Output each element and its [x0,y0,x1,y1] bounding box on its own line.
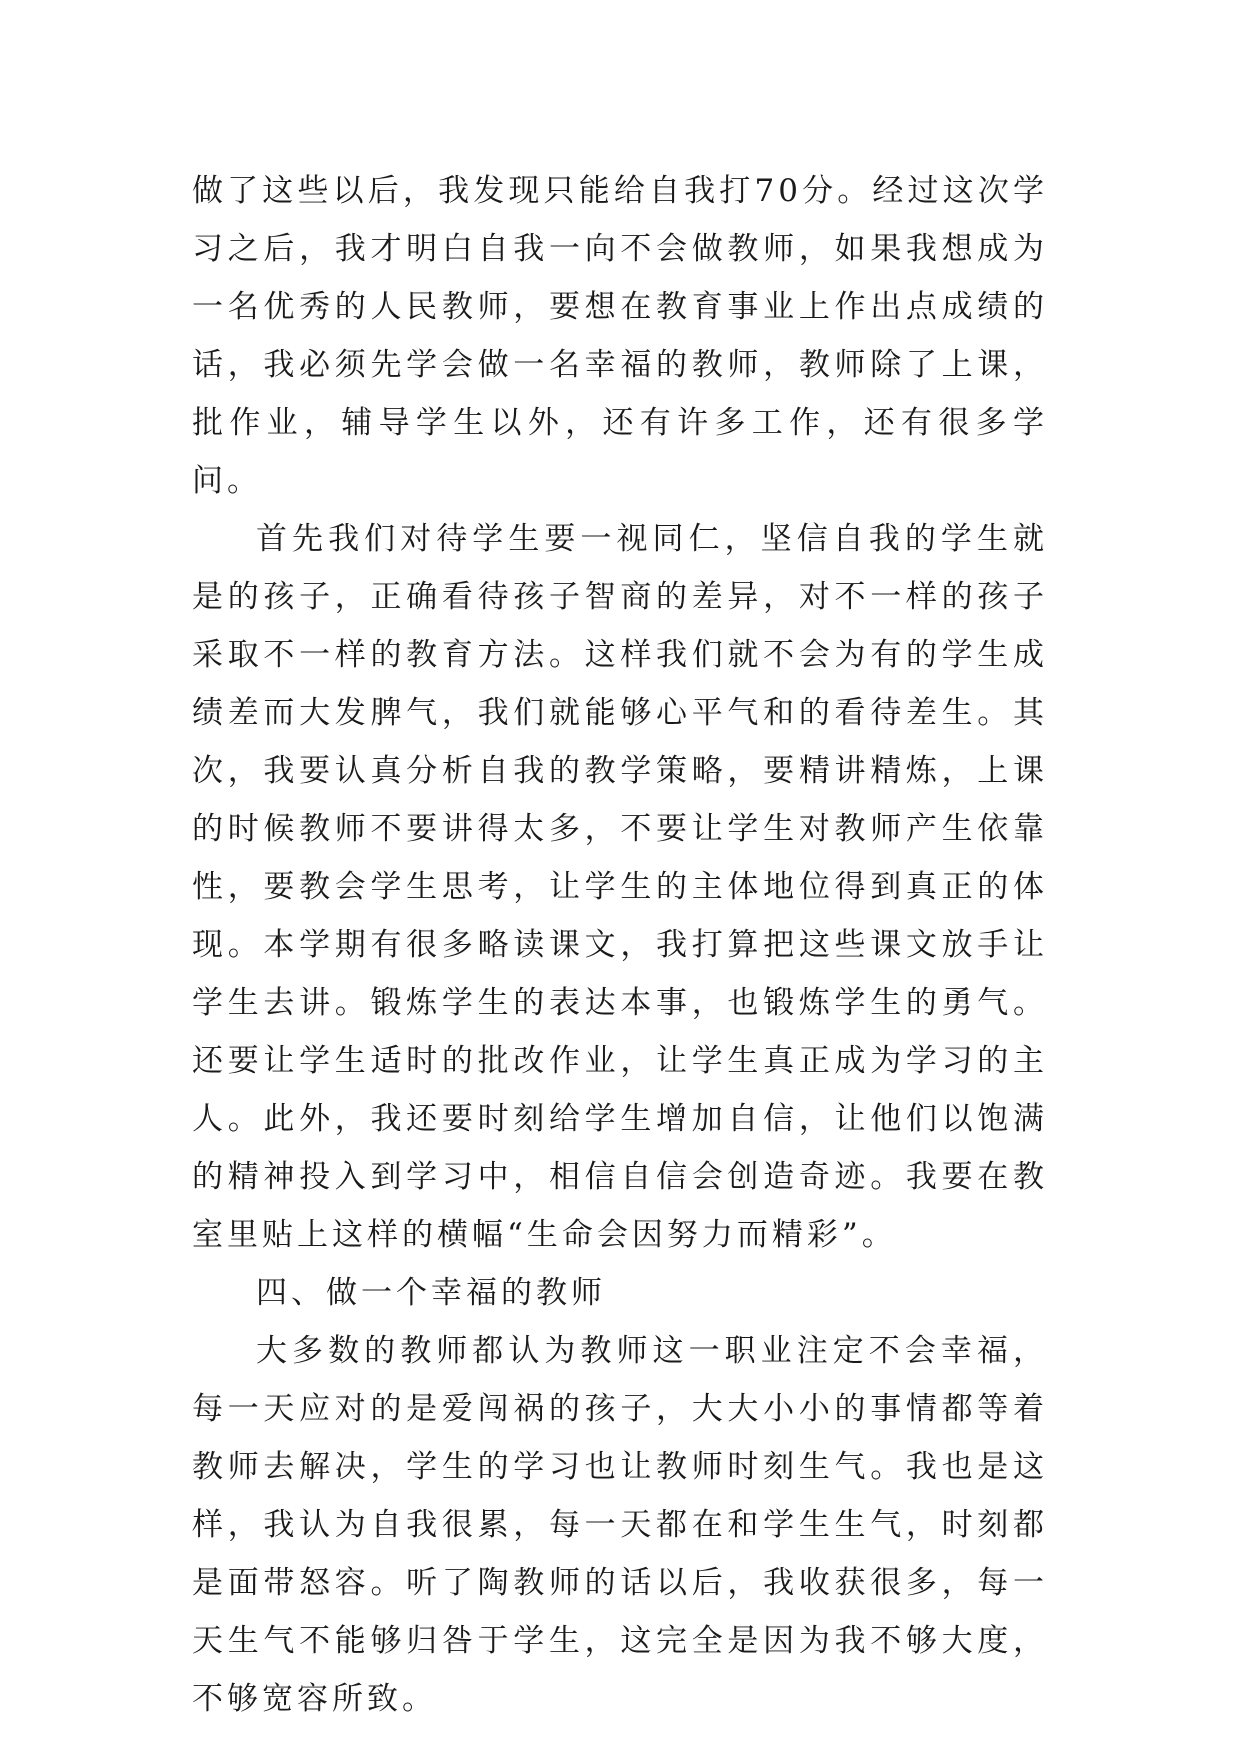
section-heading: 四、做一个幸福的教师 [256,1275,606,1311]
document-body [192,162,1048,1728]
paragraph-happy-teacher: 大多数的教师都认为教师这一职业注定不会幸福，每一天应对的是爱闯祸的孩子，大大小小的事情都等着教师去解决，学生的学习也让教师时刻生气。我也是这样，我认为自我很累，每一天都在和学生生气，时刻都是面带怒容。听了陶教师的话以后，我收获很多，每一天生气不能够归咎于学生，这完全是因为我不够大度，不够宽容所致。 [192,1333,1048,1717]
paragraph-continuation: 做了这些以后，我发现只能给自我打70分。经过这次学习之后，我才明白自我一向不会做教师，如果我想成为一名优秀的人民教师，要想在教育事业上作出点成绩的话，我必须先学会做一名幸福的教师，教师除了上课，批作业，辅导学生以外，还有许多工作，还有很多学问。 [192,173,1048,499]
paragraph-equal-treatment: 首先我们对待学生要一视同仁，坚信自我的学生就是的孩子，正确看待孩子智商的差异，对不一样的孩子采取不一样的教育方法。这样我们就不会为有的学生成绩差而大发脾气，我们就能够心平气和的看待差生。其次，我要认真分析自我的教学策略，要精讲精炼，上课的时候教师不要讲得太多，不要让学生对教师产生依靠性，要教会学生思考，让学生的主体地位得到真正的体现。本学期有很多略读课文，我打算把这些课文放手让学生去讲。锻炼学生的表达本事，也锻炼学生的勇气。还要让学生适时的批改作业，让学生真正成为学习的主人。此外，我还要时刻给学生增加自信，让他们以饱满的精神投入到学习中，相信自信会创造奇迹。我要在教室里贴上这样的横幅“生命会因努力而精彩”。 [192,521,1048,1253]
